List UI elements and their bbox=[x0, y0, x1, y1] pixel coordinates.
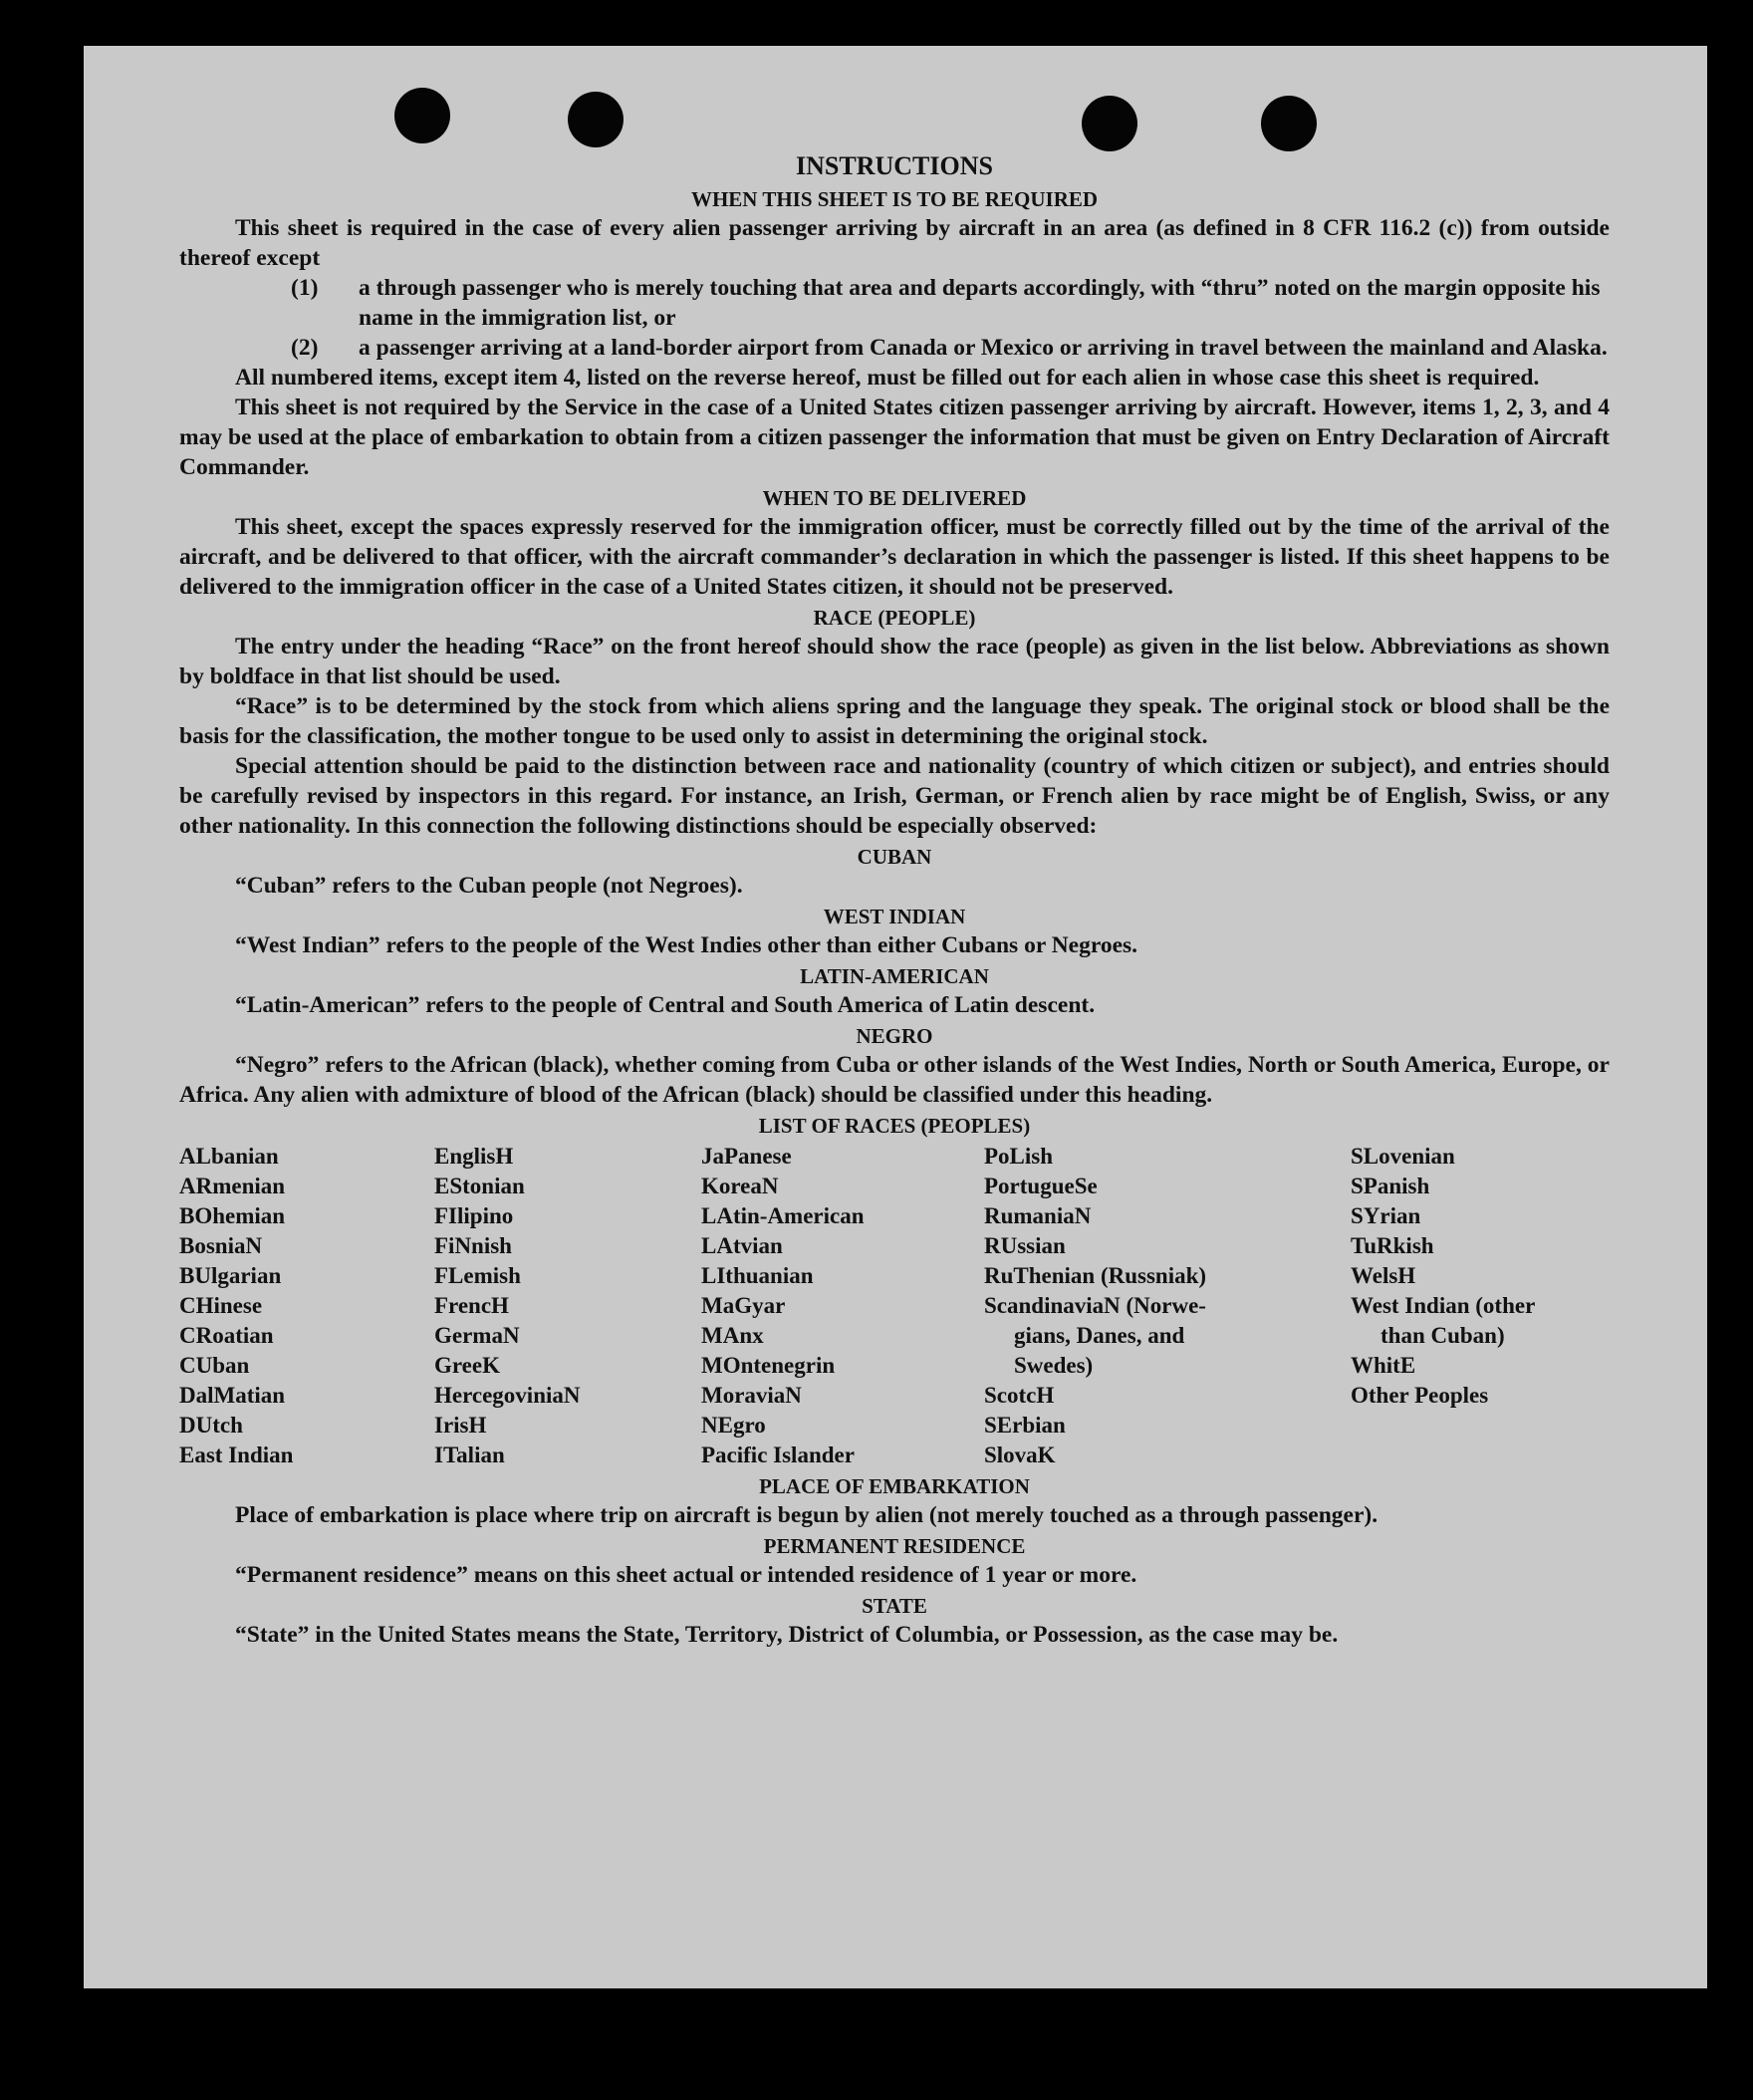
race-entry: East Indian bbox=[179, 1443, 294, 1467]
race-entry: NEgro bbox=[701, 1413, 766, 1438]
race-entry: ScandinaviaN (Norwe- bbox=[984, 1293, 1206, 1318]
section-heading-when-required: WHEN THIS SHEET IS TO BE REQUIRED bbox=[690, 187, 1099, 211]
race-entry: PortugueSe bbox=[984, 1174, 1098, 1198]
document-sheet bbox=[84, 46, 1707, 1988]
paragraph: “Permanent residence” means on this sheet actual or intended residence of 1 year or more. bbox=[235, 1562, 1137, 1588]
race-entry: Pacific Islander bbox=[701, 1443, 855, 1467]
race-entry: DalMatian bbox=[179, 1383, 286, 1408]
paragraph: This sheet is not required by the Service in the case of a United States citizen passenger arriving by aircraft. However, items 1, 2, 3, and 4 may be used at the place of embarkation to obtain from a citizen passenger the information that must be given on Entry Declaration of Aircraft Commander. bbox=[179, 394, 1610, 480]
race-entry: BUlgarian bbox=[179, 1263, 282, 1288]
race-entry: SErbian bbox=[984, 1413, 1066, 1438]
item-number: (2) bbox=[291, 335, 319, 361]
race-entry: ITalian bbox=[434, 1443, 505, 1467]
race-entry: IrisH bbox=[434, 1413, 487, 1438]
races-column bbox=[701, 1142, 984, 1470]
paragraph: All numbered items, except item 4, listed on the reverse hereof, must be filled out for each alien in whose case this sheet is required. bbox=[235, 365, 1540, 391]
race-entry: SPanish bbox=[1351, 1174, 1430, 1198]
race-entry: EStonian bbox=[434, 1174, 525, 1198]
races-column bbox=[984, 1142, 1351, 1470]
races-column bbox=[1351, 1142, 1610, 1470]
section-heading-race: RACE (PEOPLE) bbox=[813, 606, 976, 630]
race-entry: Swedes) bbox=[1014, 1353, 1094, 1378]
race-entry: West Indian (other bbox=[1351, 1293, 1536, 1318]
race-entry: KoreaN bbox=[701, 1174, 779, 1198]
race-entry: than Cuban) bbox=[1380, 1323, 1505, 1348]
race-entry: PoLish bbox=[984, 1144, 1054, 1169]
paragraph: “Race” is to be determined by the stock from which aliens spring and the language they speak. The original stock or blood shall be the basis for the classification, the mother tongue to be used only to assist in determining the original stock. bbox=[179, 693, 1610, 749]
race-entry: FrencH bbox=[434, 1293, 509, 1318]
paragraph: Place of embarkation is place where trip on aircraft is begun by alien (not merely touched as a through passenger). bbox=[235, 1502, 1378, 1528]
section-heading-latin-american: LATIN-AMERICAN bbox=[800, 964, 989, 988]
section-heading-negro: NEGRO bbox=[856, 1024, 933, 1048]
race-entry: LIthuanian bbox=[701, 1263, 814, 1288]
race-entry: MaGyar bbox=[701, 1293, 786, 1318]
race-entry: SYrian bbox=[1351, 1203, 1421, 1228]
race-entry: gians, Danes, and bbox=[1014, 1323, 1185, 1348]
punch-hole bbox=[394, 88, 450, 143]
paragraph: “Latin-American” refers to the people of Central and South America of Latin descent. bbox=[235, 992, 1096, 1018]
section-heading-embarkation: PLACE OF EMBARKATION bbox=[759, 1474, 1030, 1498]
race-entry: WelsH bbox=[1351, 1263, 1416, 1288]
punch-hole bbox=[1261, 96, 1317, 151]
race-entry: SLovenian bbox=[1351, 1144, 1455, 1169]
page-title: INSTRUCTIONS bbox=[796, 151, 993, 180]
race-entry: FLemish bbox=[434, 1263, 521, 1288]
item-text: a passenger arriving at a land-border airport from Canada or Mexico or arriving in travel between the mainland and Alaska. bbox=[359, 335, 1608, 361]
race-entry: LAtvian bbox=[701, 1233, 783, 1258]
race-entry: MOntenegrin bbox=[701, 1353, 836, 1378]
race-entry: BOhemian bbox=[179, 1203, 286, 1228]
section-heading-west-indian: WEST INDIAN bbox=[823, 905, 966, 928]
race-entry: SlovaK bbox=[984, 1443, 1056, 1467]
races-column bbox=[434, 1142, 701, 1470]
race-entry: EnglisH bbox=[434, 1144, 514, 1169]
race-entry: RumaniaN bbox=[984, 1203, 1092, 1228]
race-entry: FiNnish bbox=[434, 1233, 512, 1258]
section-heading-residence: PERMANENT RESIDENCE bbox=[763, 1534, 1026, 1558]
race-entry: ScotcH bbox=[984, 1383, 1055, 1408]
section-heading-state: STATE bbox=[862, 1594, 927, 1618]
section-heading-list-of-races: LIST OF RACES (PEOPLES) bbox=[758, 1114, 1031, 1138]
paragraph: The entry under the heading “Race” on the front hereof should show the race (people) as given in the list below. Abbreviations as shown by boldface in that list should be used. bbox=[179, 634, 1610, 689]
section-heading-when-delivered: WHEN TO BE DELIVERED bbox=[762, 486, 1027, 510]
paragraph: “Negro” refers to the African (black), whether coming from Cuba or other islands of the West Indies, North or South America, Europe, or Africa. Any alien with admixture of blood of the African (black) should be classified under this heading. bbox=[179, 1052, 1610, 1108]
section-heading-cuban: CUBAN bbox=[857, 845, 932, 869]
item-text: a through passenger who is merely touching that area and departs accordingly, with “thru” noted on the margin opposite his name in the immigration list, or bbox=[359, 275, 1601, 331]
race-entry: CUban bbox=[179, 1353, 250, 1378]
race-entry: DUtch bbox=[179, 1413, 243, 1438]
race-entry: GermaN bbox=[434, 1323, 520, 1348]
race-entry: LAtin-American bbox=[701, 1203, 865, 1228]
race-entry: ARmenian bbox=[179, 1174, 286, 1198]
race-entry: Other Peoples bbox=[1351, 1383, 1489, 1408]
paragraph: “State” in the United States means the State, Territory, District of Columbia, or Possession, as the case may be. bbox=[235, 1622, 1339, 1648]
paragraph: This sheet, except the spaces expressly reserved for the immigration officer, must be correctly filled out by the time of the arrival of the aircraft, and be delivered to that officer, with the aircraft commander’s declaration in which the passenger is listed. If this sheet happens to be delivered to the immigration officer in the case of a United States citizen, it should not be preserved. bbox=[179, 514, 1610, 600]
race-entry: TuRkish bbox=[1351, 1233, 1434, 1258]
list-item bbox=[179, 333, 1610, 363]
race-entry: RUssian bbox=[984, 1233, 1066, 1258]
paragraph: “West Indian” refers to the people of the West Indies other than either Cubans or Negroes. bbox=[235, 932, 1138, 958]
race-entry: MAnx bbox=[701, 1323, 764, 1348]
punch-hole bbox=[568, 92, 624, 147]
race-entry: BosniaN bbox=[179, 1233, 263, 1258]
races-list bbox=[179, 1142, 1610, 1470]
item-number: (1) bbox=[291, 275, 319, 301]
race-entry: RuThenian (Russniak) bbox=[984, 1263, 1207, 1288]
paragraph: This sheet is required in the case of every alien passenger arriving by aircraft in an area (as defined in 8 CFR 116.2 (c)) from outside thereof except bbox=[179, 215, 1610, 271]
race-entry: GreeK bbox=[434, 1353, 500, 1378]
race-entry: ALbanian bbox=[179, 1144, 279, 1169]
instructions-content bbox=[179, 149, 1610, 1650]
race-entry: CHinese bbox=[179, 1293, 263, 1318]
race-entry: HercegoviniaN bbox=[434, 1383, 581, 1408]
races-column bbox=[179, 1142, 434, 1470]
paragraph: Special attention should be paid to the distinction between race and nationality (country of which citizen or subject), and entries should be carefully revised by inspectors in this regard. For instance, an Irish, German, or French alien by race might be of English, Swiss, or any other nationality. In this connection the following distinctions should be especially observed: bbox=[179, 753, 1610, 839]
race-entry: WhitE bbox=[1351, 1353, 1416, 1378]
race-entry: CRoatian bbox=[179, 1323, 274, 1348]
race-entry: FIlipino bbox=[434, 1203, 514, 1228]
list-item bbox=[179, 273, 1610, 333]
race-entry: MoraviaN bbox=[701, 1383, 802, 1408]
punch-hole bbox=[1082, 96, 1137, 151]
race-entry: JaPanese bbox=[701, 1144, 792, 1169]
paragraph: “Cuban” refers to the Cuban people (not Negroes). bbox=[235, 873, 743, 899]
